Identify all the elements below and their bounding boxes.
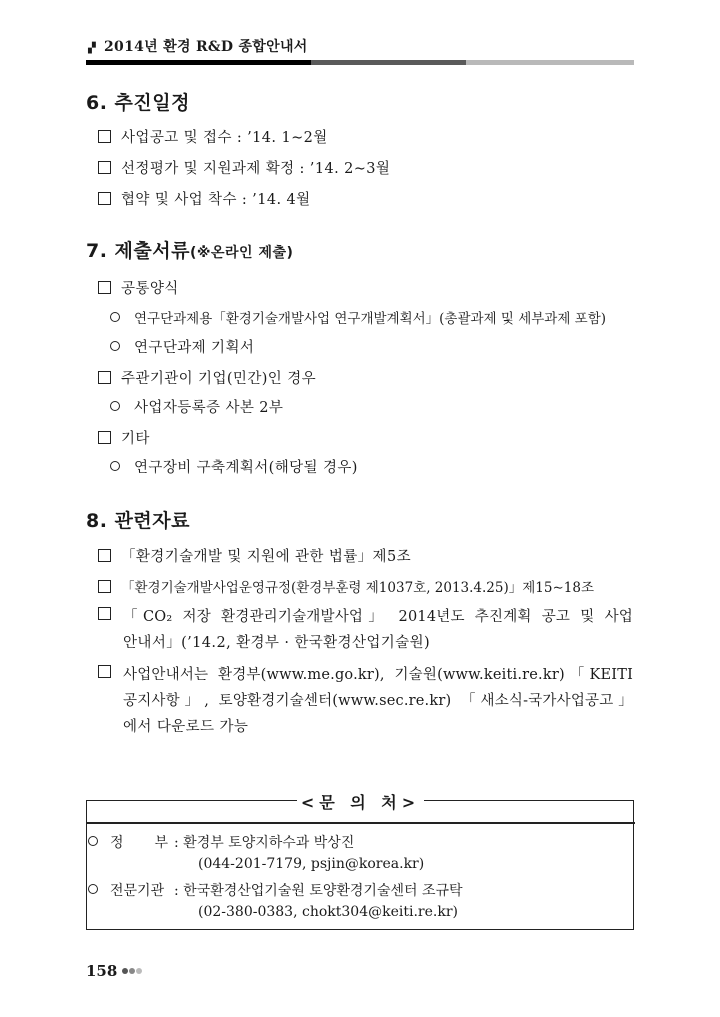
circle-bullet-icon [110,341,120,351]
contact-detail: (044-201-7179, psjin@korea.kr) [198,856,425,872]
reference-item: 「환경기술개발사업운영규정(환경부훈령 제1037호, 2013.4.25)」제15∼18조 [98,576,594,596]
sub-list-item: 사업자등록증 사본 2부 [110,396,283,417]
sub-list-item: 연구단과제 기획서 [110,336,254,357]
square-bullet-icon [98,607,121,623]
page-number: 158 [86,962,143,980]
sub-list-item: 연구단과제용「환경기술개발사업 연구개발계획서」(총괄과제 및 세부과제 포함) [110,307,606,327]
contact-row-government [88,832,354,852]
list-item: 선정평가 및 지원과제 확정 : ’14. 2∼3월 [98,157,390,178]
header-rule [86,60,634,65]
contact-title: <문 의 처> [297,790,424,813]
circle-bullet-icon [110,401,120,411]
sub-list-item: 연구장비 구축계획서(해당될 경우) [110,456,358,477]
section-6-title: 6. 추진일정 [86,92,190,114]
reference-item-line: 에서 다운로드 가능 [123,719,249,735]
square-bullet-icon [98,371,111,384]
reference-item-line: 공지사항」, 토양환경기술센터(www.sec.re.kr) 「새소식-국가사업공고」 [123,693,633,709]
page-dots-icon [122,962,143,980]
square-bullet-icon [98,580,111,593]
square-bullet-icon [98,665,121,681]
contact-detail: (02-380-0383, chokt304@keiti.re.kr) [198,904,458,920]
circle-bullet-icon [110,461,120,471]
square-bullet-icon [98,192,111,205]
contact-value: : 한국환경산업기술원 토양환경기술센터 조규탁 [174,883,463,899]
square-bullet-icon [98,549,111,562]
contact-title-wrap [86,790,635,813]
reference-item: 「환경기술개발 및 지원에 관한 법률」제5조 [98,545,411,566]
circle-bullet-icon [88,884,98,894]
contact-label: 전문기관 [110,883,165,899]
square-bullet-icon [98,431,111,444]
header-title: 2014년 환경 R&D 종합안내서 [104,39,308,55]
circle-bullet-icon [110,312,120,322]
reference-item-line: 사업안내서는 환경부(www.me.go.kr), 기술원(www.keiti.re.kr)「KEITI [123,667,633,683]
contact-value: : 환경부 토양지하수과 박상진 [174,835,355,851]
square-bullet-icon [98,130,111,143]
square-bullet-icon [98,161,111,174]
contact-divider [86,822,635,824]
list-item: 기타 [98,427,150,448]
list-item: 사업공고 및 접수 : ’14. 1∼2월 [98,126,328,147]
contact-row-agency [88,880,463,900]
contact-label: 정 부 [110,835,168,851]
section-7-title: 7. 제출서류(※온라인 제출) [86,240,294,262]
list-item: 주관기관이 기업(민간)인 경우 [98,367,316,388]
list-item: 공통양식 [98,277,179,298]
section-8-title: 8. 관련자료 [86,510,190,532]
circle-bullet-icon [88,836,98,846]
section-7-subtitle: (※온라인 제출) [189,245,294,261]
reference-item-line: 안내서」(’14.2, 환경부 · 한국환경산업기술원) [123,635,431,651]
header-bullet-icon: ▞ [88,43,96,54]
reference-item-line: 「CO₂ 저장 환경관리기술개발사업」 2014년도 추진계획 공고 및 사업 [123,609,633,625]
running-header [88,36,308,56]
square-bullet-icon [98,281,111,294]
list-item: 협약 및 사업 착수 : ’14. 4월 [98,188,311,209]
